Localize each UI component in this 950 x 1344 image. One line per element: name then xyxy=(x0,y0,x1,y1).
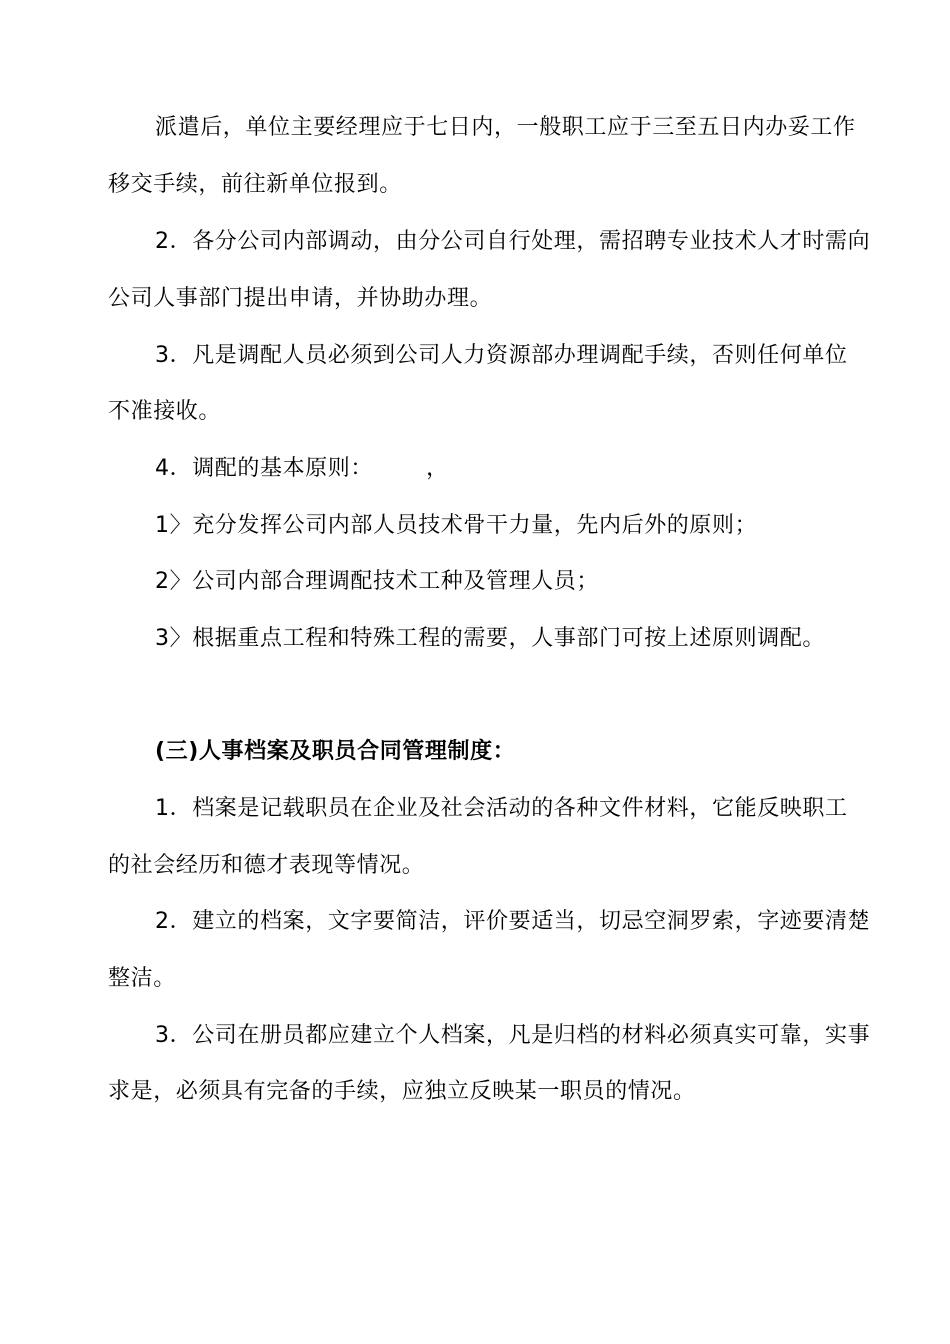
principle-item: 1〉充分发挥公司内部人员技术骨干力量，先内后外的原则； xyxy=(155,513,758,538)
section-heading: (三)人事档案及职员合同管理制度： xyxy=(155,739,516,764)
principles-title: 4．调配的基本原则： ， xyxy=(155,456,449,481)
paragraph-line: 2．建立的档案，文字要简洁，评价要适当，切忌空洞罗索，字迹要清楚 xyxy=(155,909,871,934)
paragraph-line: 移交手续，前往新单位报到。 xyxy=(108,172,402,197)
paragraph-line: 3．公司在册员都应建立个人档案，凡是归档的材料必须真实可靠，实事 xyxy=(155,1023,871,1048)
principle-item: 2〉公司内部合理调配技术工种及管理人员； xyxy=(155,569,599,594)
paragraph-line: 整洁。 xyxy=(108,966,176,991)
paragraph-line: 公司人事部门提出申请，并协助办理。 xyxy=(108,286,493,311)
paragraph-line: 3．凡是调配人员必须到公司人力资源部办理调配手续，否则任何单位 xyxy=(155,343,848,368)
paragraph-line: 求是，必须具有完备的手续，应独立反映某一职员的情况。 xyxy=(108,1079,696,1104)
paragraph-line: 不准接收。 xyxy=(108,399,222,424)
paragraph-line: 2．各分公司内部调动，由分公司自行处理，需招聘专业技术人才时需向 xyxy=(155,229,871,254)
paragraph-line: 派遣后，单位主要经理应于七日内，一般职工应于三至五日内办妥工作 xyxy=(155,115,856,140)
paragraph-line: 的社会经历和德才表现等情况。 xyxy=(108,853,425,878)
principle-item: 3〉根据重点工程和特殊工程的需要，人事部门可按上述原则调配。 xyxy=(155,626,825,651)
paragraph-line: 1．档案是记载职员在企业及社会活动的各种文件材料，它能反映职工 xyxy=(155,796,848,821)
